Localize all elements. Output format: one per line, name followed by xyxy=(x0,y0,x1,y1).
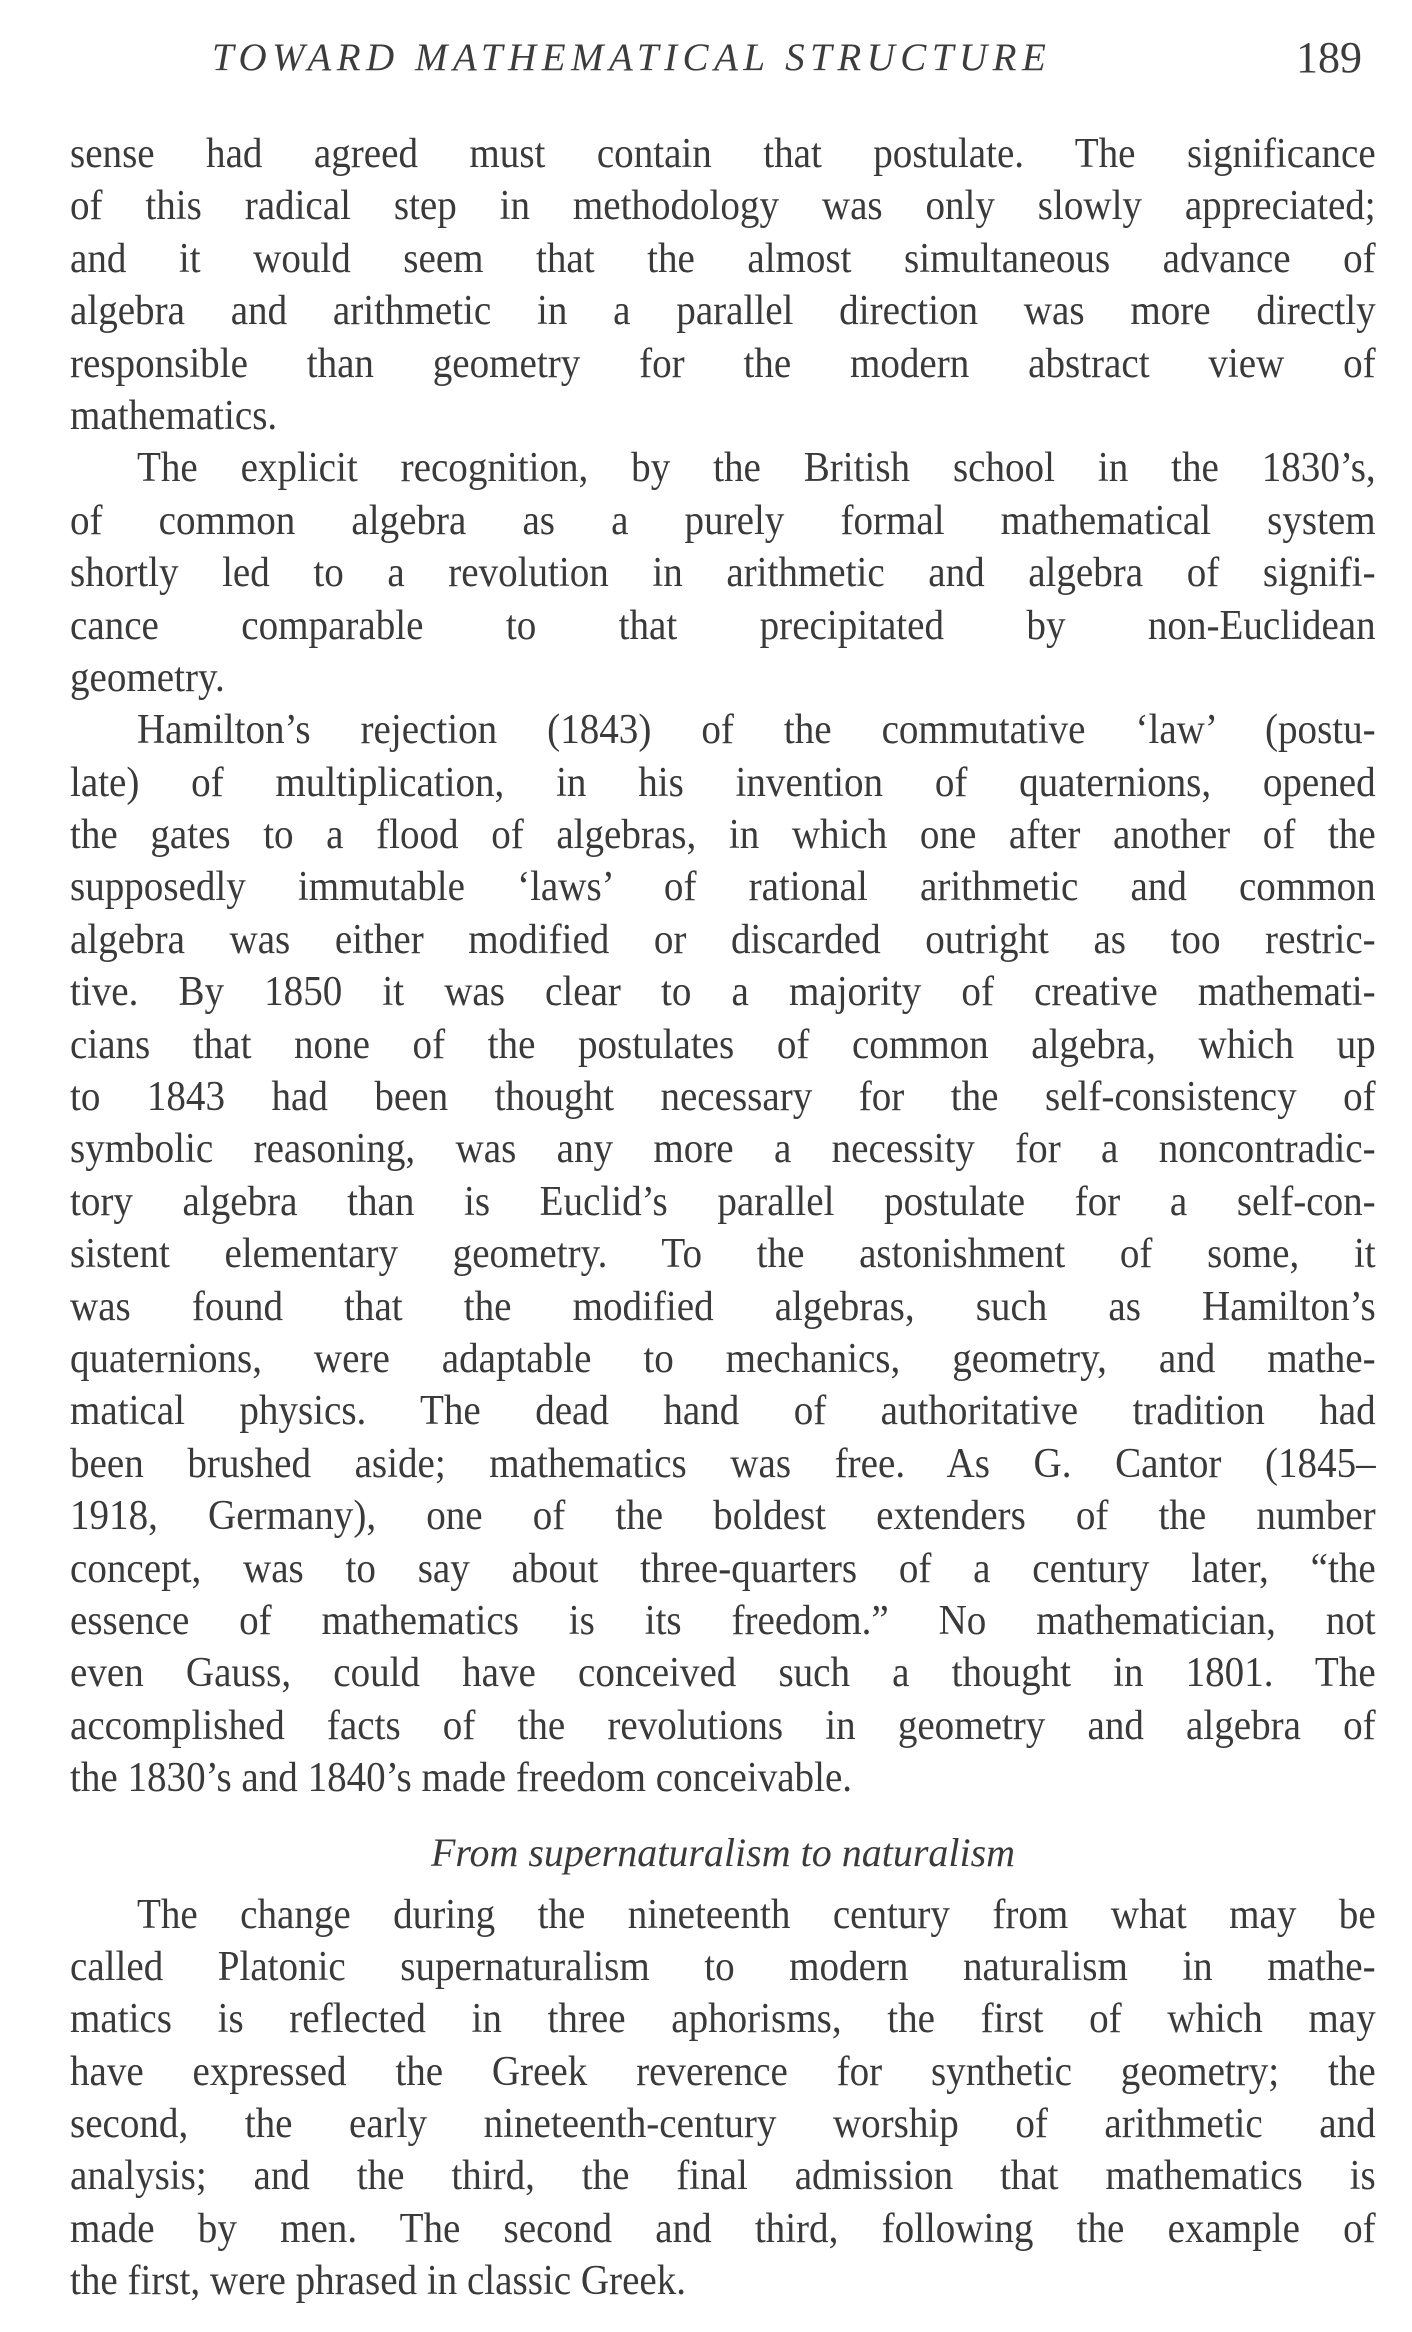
text-line: called Platonic supernaturalism to modern naturalism in mathe- xyxy=(70,1943,1376,1990)
text-line: second, the early nineteenth-century worship of arithmetic and xyxy=(70,2101,1376,2148)
text-line: concept, was to say about three-quarters of a century later, “the xyxy=(70,1545,1376,1592)
running-head: TOWARD MATHEMATICAL STRUCTURE xyxy=(212,36,1052,79)
text-line: been brushed aside; mathematics was free. As G. Cantor (1845– xyxy=(70,1440,1376,1487)
text-line: accomplished facts of the revolutions in geometry and algebra of xyxy=(70,1702,1376,1749)
text-line: algebra and arithmetic in a parallel direction was more directly xyxy=(70,288,1376,335)
text-line: was found that the modified algebras, such as Hamilton’s xyxy=(70,1283,1376,1330)
text-line: symbolic reasoning, was any more a necessity for a noncontradic- xyxy=(70,1126,1376,1173)
text-line: tive. By 1850 it was clear to a majority of creative mathemati- xyxy=(70,969,1376,1016)
text-line: and it would seem that the almost simultaneous advance of xyxy=(70,235,1376,282)
text-line: The explicit recognition, by the British school in the 1830’s, xyxy=(136,445,1376,492)
text-line: of common algebra as a purely formal mathematical system xyxy=(70,497,1376,544)
section-heading: From supernaturalism to naturalism xyxy=(430,1829,1016,1875)
text-line: made by men. The second and third, following the example of xyxy=(70,2205,1376,2252)
text-line: Hamilton’s rejection (1843) of the commutative ‘law’ (postu- xyxy=(136,707,1376,754)
text-line: the first, were phrased in classic Greek. xyxy=(70,2258,687,2305)
paragraph-1 xyxy=(70,128,1376,442)
body-text xyxy=(70,128,1376,2308)
text-line: matics is reflected in three aphorisms, the first of which may xyxy=(70,1996,1376,2043)
text-line: geometry. xyxy=(70,654,225,701)
text-line: essence of mathematics is its freedom.” No mathematician, not xyxy=(70,1597,1376,1644)
text-line: even Gauss, could have conceived such a thought in 1801. The xyxy=(70,1650,1376,1697)
text-line: analysis; and the third, the final admission that mathematics is xyxy=(70,2153,1376,2200)
paragraph-3 xyxy=(70,704,1376,1804)
text-line: to 1843 had been thought necessary for the self-consistency of xyxy=(70,1074,1376,1121)
page-number: 189 xyxy=(1296,33,1362,82)
text-line: algebra was either modified or discarded outright as too restric- xyxy=(70,916,1376,963)
text-line: sistent elementary geometry. To the astonishment of some, it xyxy=(70,1231,1376,1278)
text-line: the gates to a flood of algebras, in which one after another of the xyxy=(70,812,1376,859)
text-line: supposedly immutable ‘laws’ of rational arithmetic and common xyxy=(70,864,1376,911)
text-line: cians that none of the postulates of common algebra, which up xyxy=(70,1021,1376,1068)
page-header xyxy=(0,28,1412,88)
text-line: tory algebra than is Euclid’s parallel postulate for a self-con- xyxy=(70,1178,1376,1225)
text-line: 1918, Germany), one of the boldest extenders of the number xyxy=(70,1493,1376,1540)
text-line: shortly led to a revolution in arithmetic and algebra of signifi- xyxy=(70,550,1376,597)
text-line: responsible than geometry for the modern abstract view of xyxy=(70,340,1376,387)
text-line: sense had agreed must contain that postulate. The significance xyxy=(70,131,1376,177)
text-line: The change during the nineteenth century from what may be xyxy=(136,1891,1376,1938)
text-line: matical physics. The dead hand of authoritative tradition had xyxy=(70,1388,1376,1435)
text-line: late) of multiplication, in his invention of quaternions, opened xyxy=(70,759,1376,806)
text-line: the 1830’s and 1840’s made freedom conceivable. xyxy=(70,1755,853,1802)
text-line: cance comparable to that precipitated by non-Euclidean xyxy=(70,602,1376,649)
text-line: quaternions, were adaptable to mechanics, geometry, and mathe- xyxy=(70,1335,1376,1382)
text-line: have expressed the Greek reverence for synthetic geometry; the xyxy=(70,2048,1376,2095)
text-line: of this radical step in methodology was only slowly appreciated; xyxy=(70,183,1376,230)
paragraph-4 xyxy=(70,1889,1376,2308)
paragraph-2 xyxy=(70,442,1376,704)
text-line: mathematics. xyxy=(70,392,278,439)
